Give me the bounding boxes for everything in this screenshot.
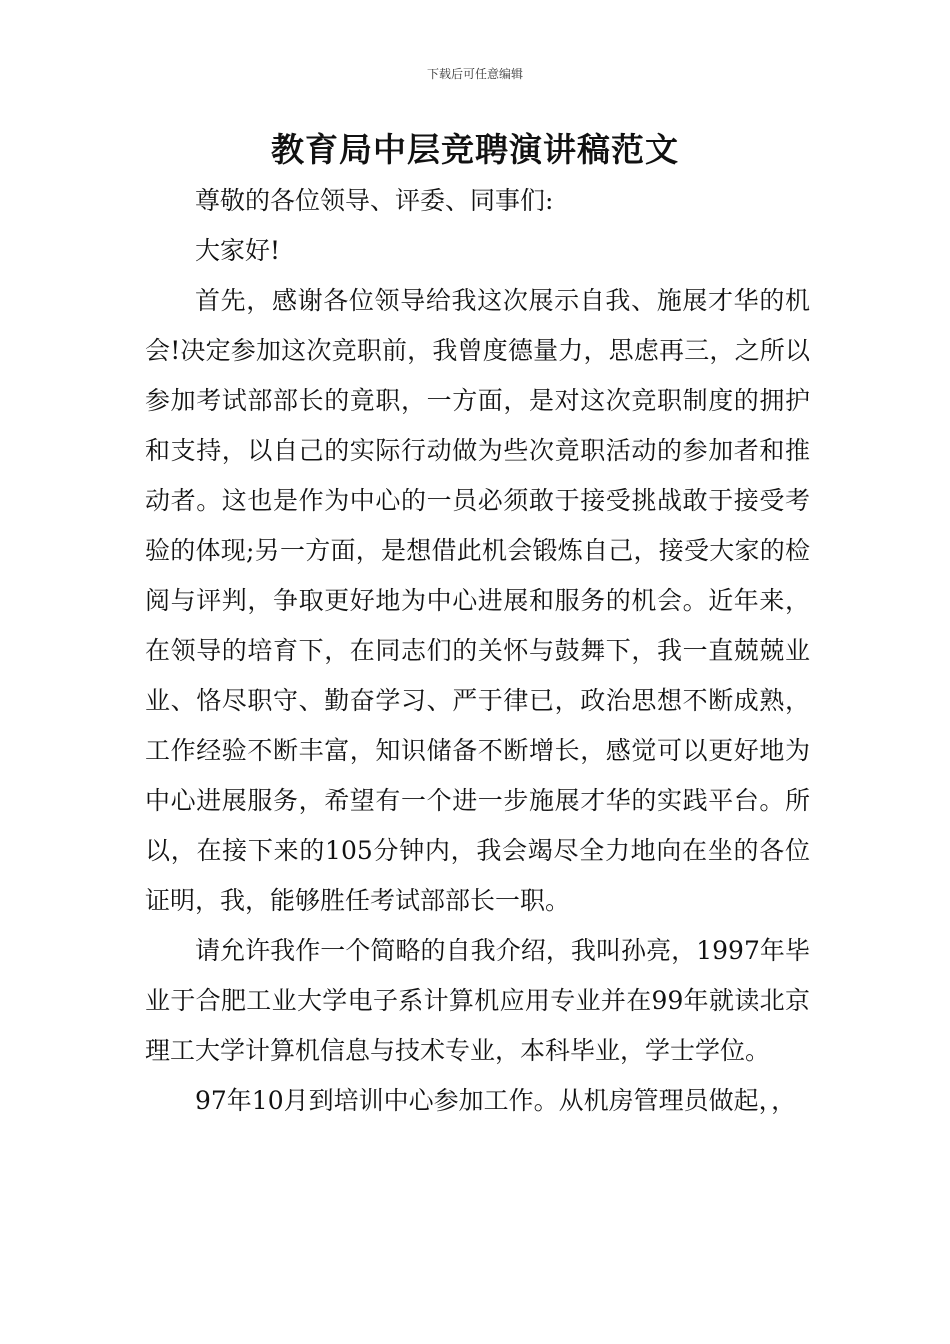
paragraph-work-history: 97年10月到培训中心参加工作。从机房管理员做起，， — [195, 1086, 797, 1115]
salutation: 尊敬的各位领导、评委、同事们: — [195, 186, 554, 215]
greeting: 大家好! — [195, 236, 281, 265]
header-note: 下载后可任意编辑 — [426, 67, 523, 81]
document-body — [145, 176, 810, 1126]
paragraph-opening: 首先，感谢各位领导给我这次展示自我、施展才华的机会!决定参加这次竞职前，我曾度德量力，思虑再三，之所以参加考试部部长的竟职，一方面，是对这次竞职制度的拥护和支持，以自己的实际行动做为些次竟职活动的参加者和推动者。这也是作为中心的一员必须敢于接受挑战敢于接受考验的体现;另一方面，是想借此机会锻炼自己，接受大家的检阅与评判，争取更好地为中心进展和服务的机会。近年来，在领导的培育下，在同志们的关怀与鼓舞下，我一直兢兢业业、恪尽职守、勤奋学习、严于律已，政治思想不断成熟，工作经验不断丰富，知识储备不断增长，感觉可以更好地为中心进展服务，希望有一个进一步施展才华的实践平台。所以，在接下来的105分钟内，我会竭尽全力地向在坐的各位证明，我，能够胜任考试部部长一职。 — [145, 286, 810, 915]
paragraph-self-introduction: 请允许我作一个简略的自我介绍，我叫孙亮，1997年毕业于合肥工业大学电子系计算机应用专业并在99年就读北京理工大学计算机信息与技术专业，本科毕业，学士学位。 — [145, 936, 810, 1065]
document-title: 教育局中层竞聘演讲稿范文 — [271, 130, 679, 169]
